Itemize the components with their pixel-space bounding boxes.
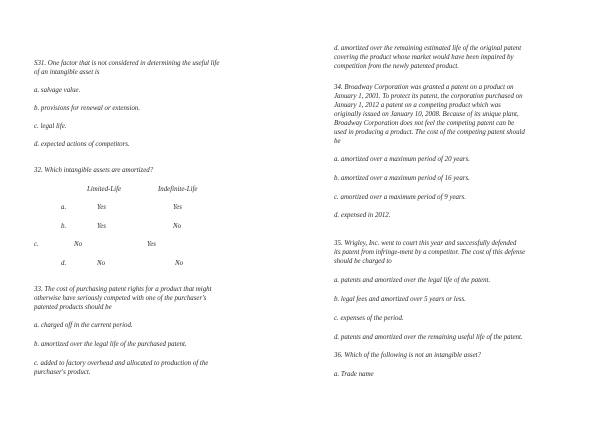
q34-stem-line3: January 1, 2012 a patent on a competing product which was [334, 102, 501, 109]
q33-option-b: b. amortized over the legal life of the purchased patent. [34, 341, 187, 348]
q34-stem-line7: be [334, 138, 341, 145]
q32-row-a-indefinite: Yes [173, 204, 182, 211]
q35-stem-line1: 35. Wrigley, Inc. went to court this year and successfully defended [334, 240, 517, 247]
q34-option-d: d. expensed in 2012. [334, 212, 391, 219]
q31-stem-line1: S31. One factor that is not considered in determining the useful life [34, 60, 220, 67]
q35-stem-line3: should be charged to [334, 258, 392, 265]
q33-option-a: a. charged off in the current period. [34, 322, 133, 329]
q31-stem-line2: of an intangible asset is [34, 69, 100, 76]
q33-option-d-line3: competition from the newly patented product. [334, 63, 460, 70]
q33-stem-line2: otherwise have seriously competed with one of the purchaser's [34, 295, 207, 302]
q32-row-a-limited: Yes [97, 204, 106, 211]
q32-stem: 32. Which intangible assets are amortized? [34, 167, 154, 174]
q32-row-c-letter: c. [34, 241, 39, 248]
q32-row-b-letter: b. [61, 223, 67, 230]
q34-option-c: c. amortized over a maximum period of 9 years. [334, 194, 467, 201]
q33-option-d-line2: covering the product whose market would have been impaired by [334, 54, 514, 61]
q33-stem-line1: 33. The cost of purchasing patent rights for a product that might [34, 286, 212, 293]
q32-row-d-limited: No [97, 260, 106, 267]
q34-stem-line5: Broadway Corporation does not feel the competing patent can be [334, 120, 515, 127]
q34-stem-line6: used in producing a product. The cost of the competing patent should [334, 129, 525, 136]
q33-option-c-line2: purchaser's product. [34, 369, 91, 376]
q33-option-d-line1: d. amortized over the remaining estimated life of the original patent [334, 45, 522, 52]
q32-row-b-limited: Yes [97, 223, 106, 230]
q34-stem-line4: originally issued on January 10, 2008. Because of its unique plant, [334, 111, 519, 118]
q36-option-a: a. Trade name [334, 371, 374, 378]
q31-option-c: c. legal life. [34, 123, 67, 130]
q31-option-b: b. provisions for renewal or extension. [34, 105, 141, 112]
q32-header-indefinite: Indefinite-Life [158, 186, 198, 193]
q35-option-c: c. expenses of the period. [334, 315, 404, 322]
q36-stem: 36. Which of the following is not an intangible asset? [334, 352, 481, 359]
q31-option-d: d. expected actions of competitors. [34, 141, 130, 148]
q32-header-limited: Limited-Life [87, 186, 122, 193]
q35-option-b: b. legal fees and amortized over 5 years or less. [334, 296, 466, 303]
q35-stem-line2: its patent from infringe-ment by a competitor. The cost of this defense [334, 249, 526, 256]
q35-option-d: d. patents and amortized over the remaining useful life of the patent. [334, 334, 523, 341]
q32-row-c-limited: No [74, 241, 83, 248]
q32-row-b-indefinite: No [173, 223, 182, 230]
q33-stem-line3: patented products should be [34, 304, 112, 311]
q32-row-d-indefinite: No [175, 260, 184, 267]
q34-stem-line1: 34. Broadway Corporation was granted a patent on a product on [334, 84, 514, 91]
q32-row-d-letter: d. [61, 260, 67, 267]
q34-stem-line2: January 1, 2001. To protect its patent, the corporation purchased on [334, 93, 523, 100]
q35-option-a: a. patents and amortized over the legal life of the patent. [334, 277, 491, 284]
q31-option-a: a. salvage value. [34, 87, 81, 94]
q32-row-c-indefinite: Yes [147, 241, 156, 248]
q34-option-a: a. amortized over a maximum period of 20 years. [334, 156, 470, 163]
q34-option-b: b. amortized over a maximum period of 16 years. [334, 175, 470, 182]
q32-row-a-letter: a. [61, 204, 67, 211]
q33-option-c-line1: c. added to factory overhead and allocated to production of the [34, 360, 209, 367]
